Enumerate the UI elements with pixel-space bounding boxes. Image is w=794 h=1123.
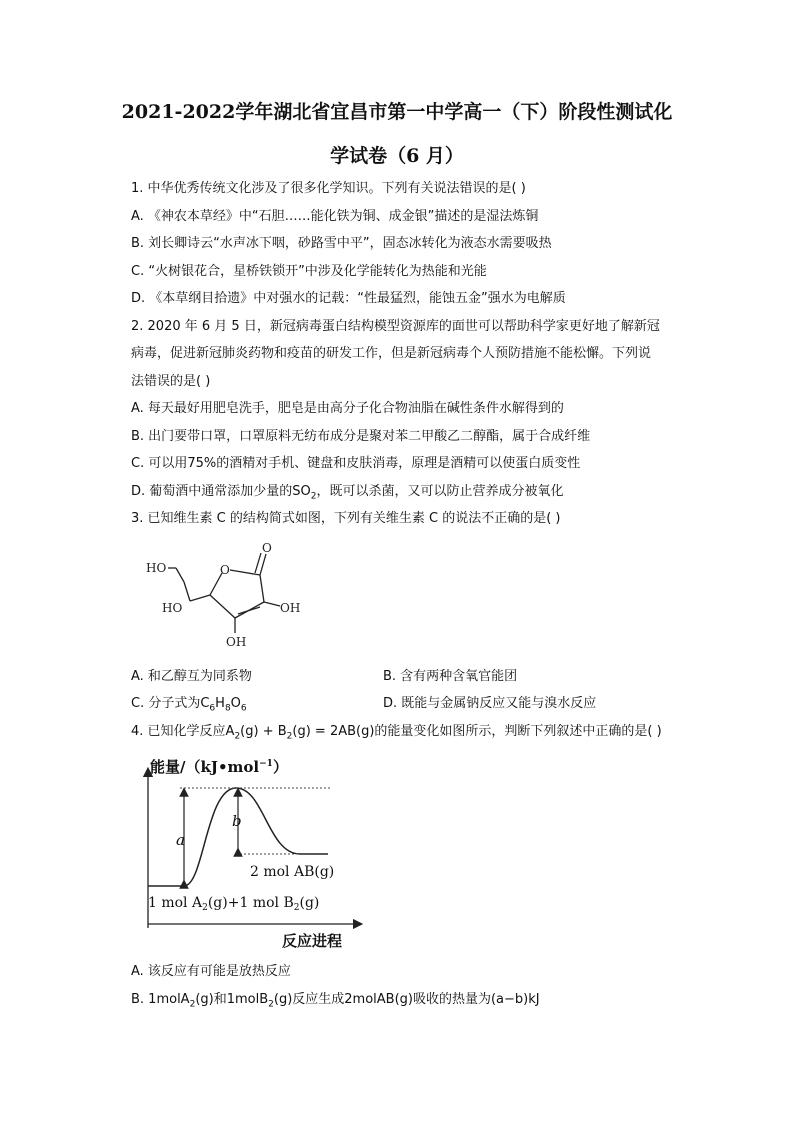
- q4-stem: 4. 已知化学反应$A_2(g) + B_2(g) = 2AB(g)$的能量变化如图所示，判断下列叙述中正确的是( ): [131, 724, 662, 742]
- q4-option-a: A. 该反应有可能是放热反应: [131, 964, 291, 979]
- page-title-line2: 学试卷（6 月）: [330, 145, 464, 167]
- q2-option-b: B. 出门要带口罩，口罩原料无纺布成分是聚对苯二甲酸乙二醇酯，属于合成纤维: [131, 429, 591, 444]
- reaction-progress-label: 反应进程: [282, 932, 343, 950]
- vitamin-c-structure: [140, 540, 320, 655]
- q4-option-b: B. 1molA$_2$(g)和1molB$_2$(g)反应生成2molAB(g)吸收的热量为(a−b)kJ: [131, 992, 540, 1010]
- q1-option-a: A. 《神农本草经》中“石胆……能化铁为铜、成金银”描述的是湿法炼铜: [131, 209, 539, 224]
- hydroxyl-label-2: HO: [162, 601, 183, 615]
- hydroxyl-label-3: OH: [280, 601, 301, 615]
- q2-stem-line1: 2. 2020 年 6 月 5 日，新冠病毒蛋白结构模型资源库的面世可以帮助科学家更好地了解新冠: [131, 319, 660, 334]
- q1-option-d: D. 《本草纲目拾遗》中对强水的记载：“性最猛烈，能蚀五金”强水为电解质: [131, 291, 566, 306]
- q1-option-c: C. “火树银花合，星桥铁锁开”中涉及化学能转化为热能和光能: [131, 264, 487, 279]
- energy-label-a: a: [176, 831, 185, 849]
- q1-option-b: B. 刘长卿诗云“水声冰下咽，砂路雪中平”，固态冰转化为液态水需要吸热: [131, 236, 552, 251]
- q2-stem-line2: 病毒，促进新冠肺炎药物和疫苗的研发工作，但是新冠病毒个人预防措施不能松懈。下列说: [131, 346, 652, 361]
- q2-option-c: C. 可以用75%的酒精对手机、键盘和皮肤消毒，原理是酒精可以使蛋白质变性: [131, 456, 581, 471]
- q3-option-a: A. 和乙醇互为同系物: [131, 669, 252, 684]
- energy-axis-label: 能量/（kJ•mol$^{-1}$）: [150, 758, 288, 776]
- energy-diagram: [140, 750, 370, 955]
- page-title-line1: 2021-2022学年湖北省宜昌市第一中学高一（下）阶段性测试化: [121, 101, 673, 123]
- energy-label-b: b: [232, 812, 242, 830]
- reactant-label: 1 mol $A_2(g)+1$ mol $B_2(g)$: [148, 895, 320, 913]
- q3-option-c: C. 分子式为$C_6H_8O_6$: [131, 696, 247, 714]
- q2-option-a: A. 每天最好用肥皂洗手，肥皂是由高分子化合物油脂在碱性条件水解得到的: [131, 401, 564, 416]
- q3-option-b: B. 含有两种含氧官能团: [383, 669, 518, 684]
- hydroxyl-label-1: HO: [146, 561, 167, 575]
- ring-oxygen-label: O: [220, 563, 230, 577]
- hydroxyl-label-4: OH: [226, 635, 247, 649]
- product-label: 2 mol AB(g): [250, 864, 335, 880]
- q1-stem: 1. 中华优秀传统文化涉及了很多化学知识。下列有关说法错误的是( ): [131, 181, 526, 196]
- q3-option-d: D. 既能与金属钠反应又能与溴水反应: [383, 696, 597, 711]
- q2-option-d: D. 葡萄酒中通常添加少量的$SO_2$，既可以杀菌，又可以防止营养成分被氧化: [131, 484, 564, 502]
- q3-stem: 3. 已知维生素 C 的结构简式如图，下列有关维生素 C 的说法不正确的是( ): [131, 511, 561, 526]
- carbonyl-oxygen-label: O: [262, 541, 272, 555]
- q2-stem-line3: 法错误的是( ): [131, 374, 211, 389]
